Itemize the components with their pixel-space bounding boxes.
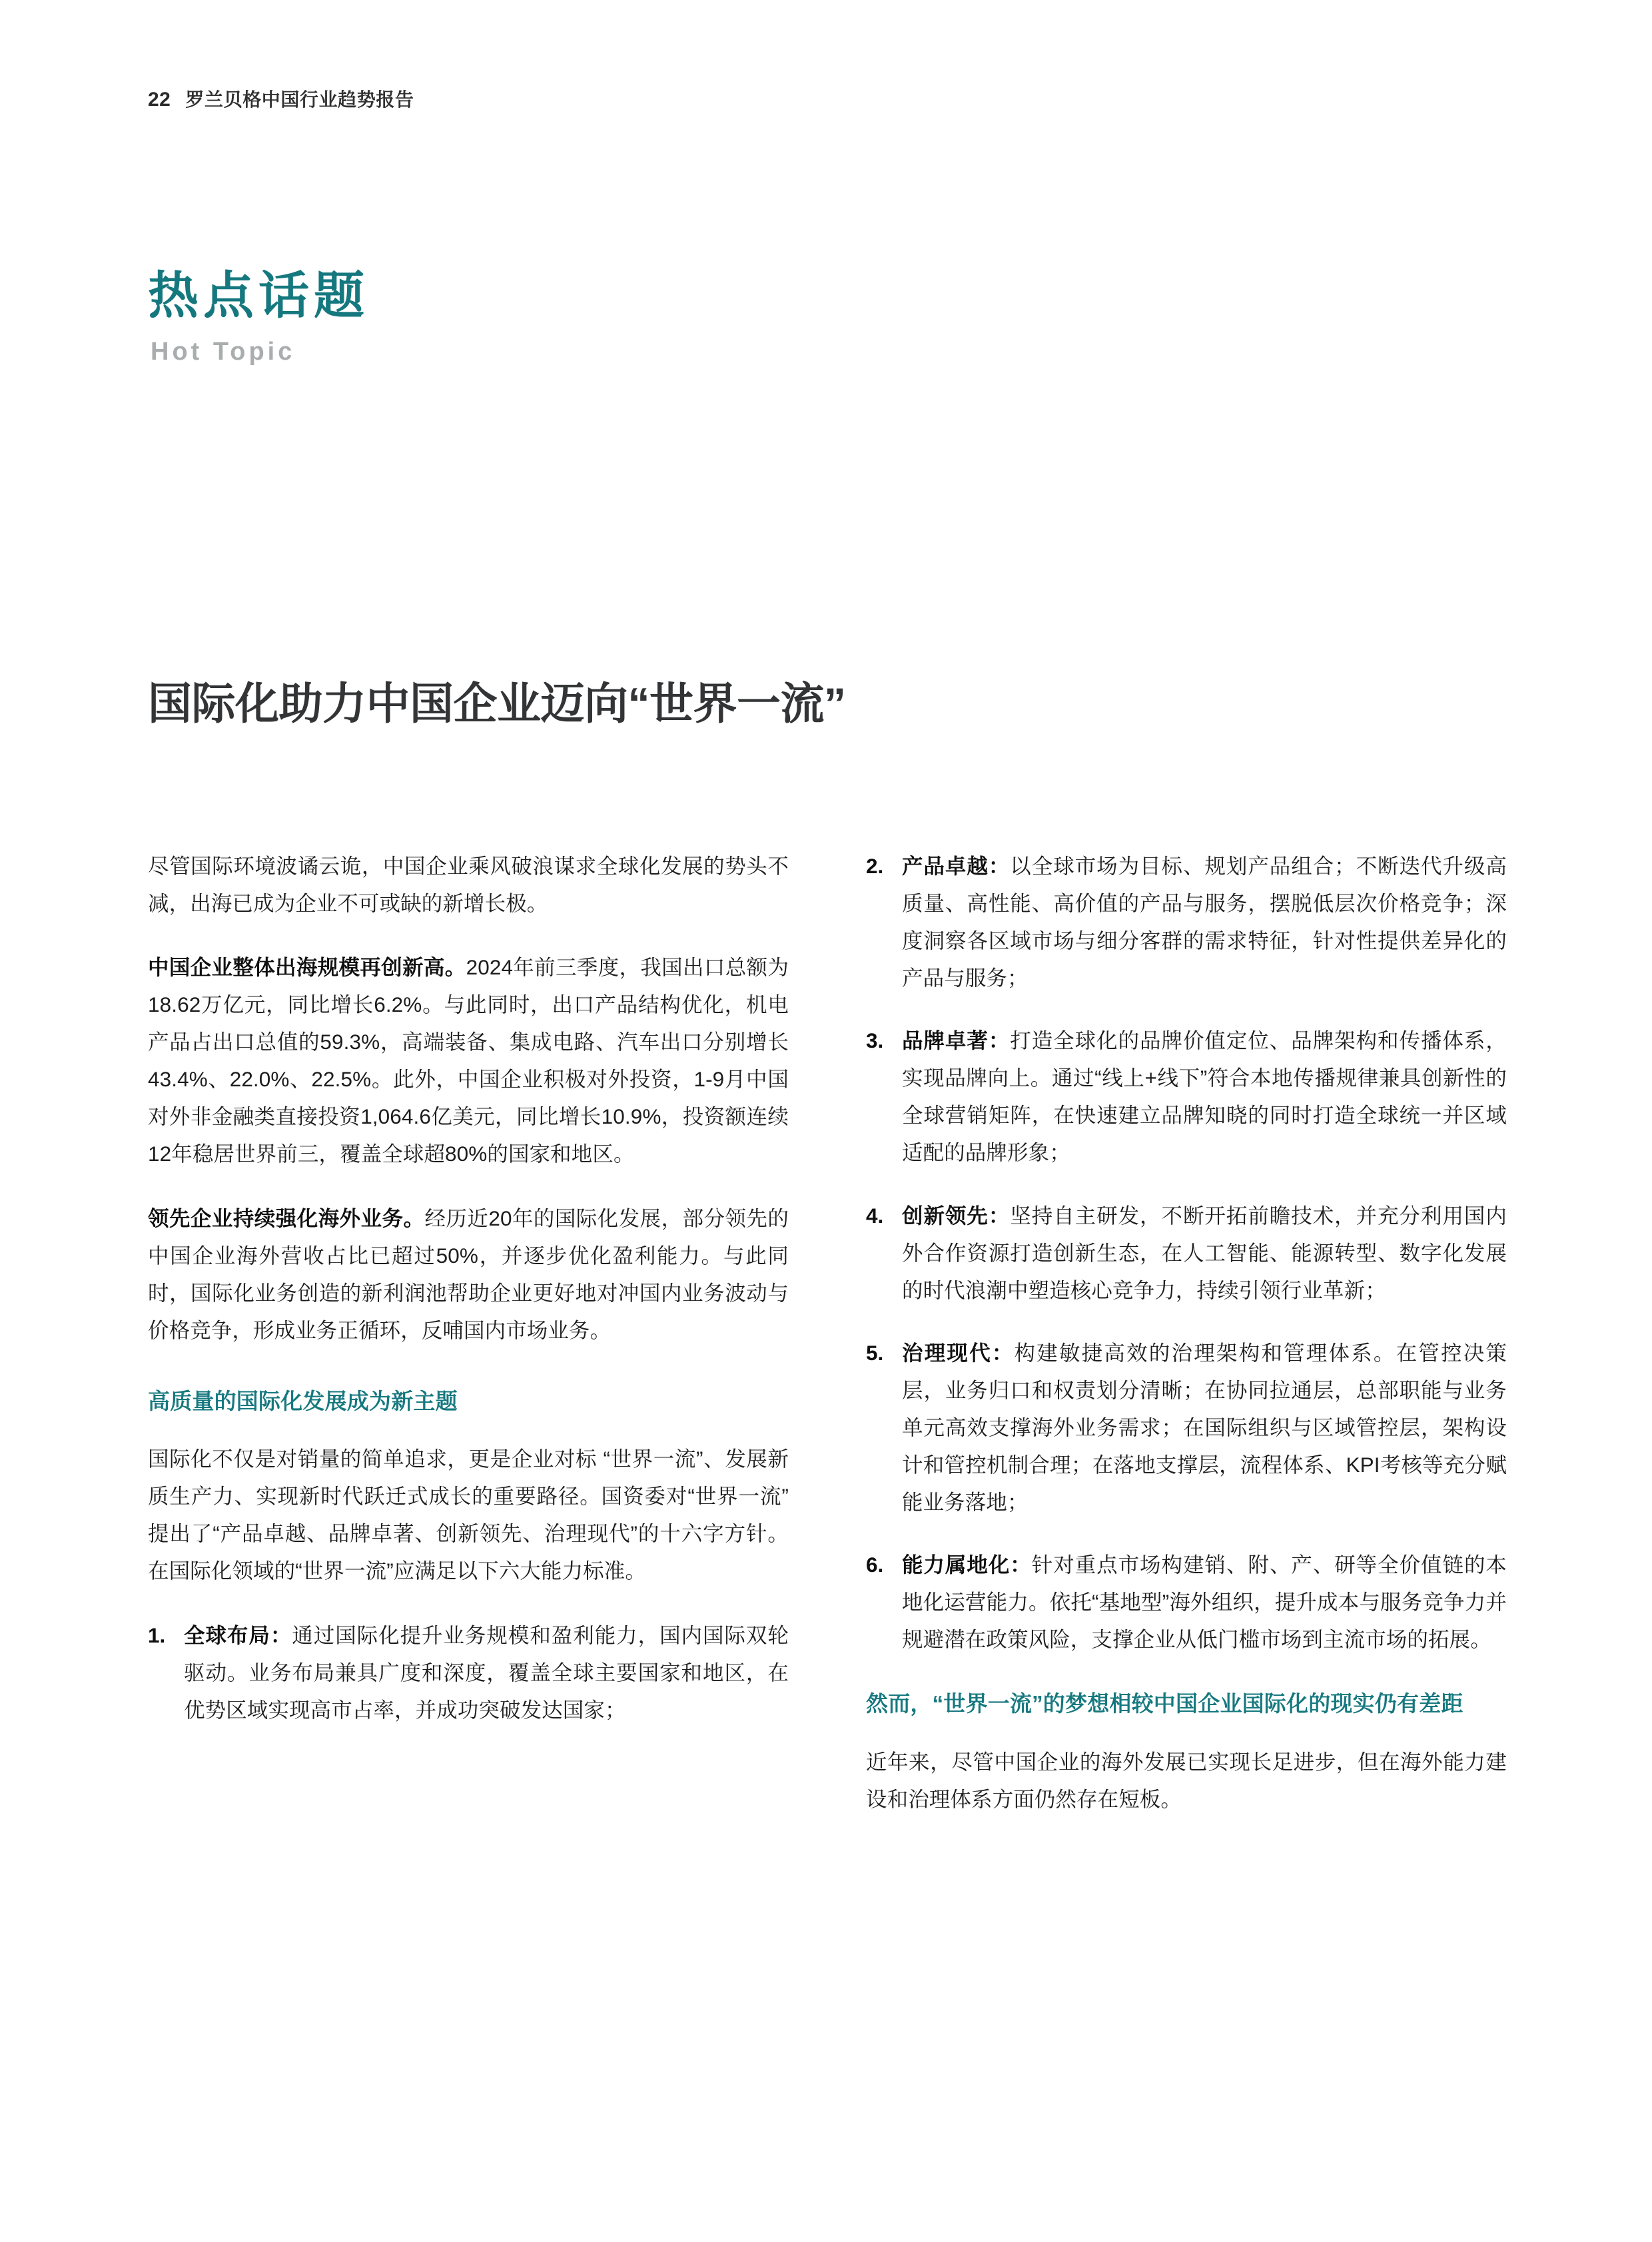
article-body <box>148 847 1507 1818</box>
paragraph-gap: 近年来，尽管中国企业的海外发展已实现长足进步，但在海外能力建设和治理体系方面仍然存在短板。 <box>866 1749 1507 1811</box>
list-item-body <box>902 1197 1507 1309</box>
list-item <box>866 1546 1507 1658</box>
list-item <box>866 847 1507 996</box>
paragraph-leading-firms <box>148 1200 789 1349</box>
list-item-number: 3. <box>866 1028 884 1053</box>
list-item-term: 品牌卓著： <box>902 1028 1011 1053</box>
paragraph-text: 2024年前三季度，我国出口总额为18.62万亿元，同比增长6.2%。与此同时，出口产品结构优化，机电产品占出口总值的59.3%，高端装备、集成电路、汽车出口分别增长43.4%、22.0%、22.5%。此外，中国企业积极对外投资，1-9月中国对外非金融类直接投资1,064.6亿美元，同比增长10.9%，投资额连续12年稳居世界前三，覆盖全球超80%的国家和地区。 <box>148 955 789 1166</box>
list-item-text: 打造全球化的品牌价值定位、品牌架构和传播体系，实现品牌向上。通过“线上+线下”符合本地传播规律兼具创新性的全球营销矩阵，在快速建立品牌知晓的同时打造全球统一并区域适配的品牌形象； <box>902 1028 1507 1165</box>
page-number: 22 <box>148 89 171 111</box>
list-item-number: 5. <box>866 1340 884 1365</box>
capability-list-left <box>148 1617 789 1728</box>
list-item <box>866 1334 1507 1521</box>
section-label <box>148 269 369 366</box>
list-item-text: 坚持自主研发，不断开拓前瞻技术，并充分利用国内外合作资源打造创新生态，在人工智能、能源转型、数字化发展的时代浪潮中塑造核心竞争力，持续引领行业革新； <box>902 1203 1507 1302</box>
subheading-gap: 然而，“世界一流”的梦想相较中国企业国际化的现实仍有差距 <box>866 1691 1463 1716</box>
capability-list-right <box>866 847 1507 1658</box>
left-column <box>148 847 789 1818</box>
list-item-term: 治理现代： <box>902 1340 1015 1365</box>
paragraph-text: 经历近20年的国际化发展，部分领先的中国企业海外营收占比已超过50%，并逐步优化盈利能力。与此同时，国际化业务创造的新利润池帮助企业更好地对冲国内业务波动与价格竞争，形成业务正循环，反哺国内市场业务。 <box>148 1206 789 1342</box>
list-item-body <box>902 1022 1507 1171</box>
article-headline: 国际化助力中国企业迈向“世界一流” <box>148 679 846 728</box>
paragraph-lead: 中国企业整体出海规模再创新高。 <box>148 955 466 980</box>
list-item-number: 6. <box>866 1553 884 1577</box>
list-item-term: 能力属地化： <box>902 1553 1032 1577</box>
list-item-term: 全球布局： <box>184 1623 292 1647</box>
section-label-en: Hot Topic <box>151 338 296 366</box>
list-item-text: 以全球市场为目标、规划产品组合；不断迭代升级高质量、高性能、高价值的产品与服务，摆脱低层次价格竞争；深度洞察各区域市场与细分客群的需求特征，针对性提供差异化的产品与服务； <box>902 854 1507 990</box>
list-item <box>148 1617 789 1728</box>
running-header <box>148 85 414 112</box>
paragraph-export-scale <box>148 948 789 1172</box>
paragraph-intro: 尽管国际环境波谲云诡，中国企业乘风破浪谋求全球化发展的势头不减，出海已成为企业不可或缺的新增长极。 <box>148 854 789 916</box>
list-item-body <box>902 847 1507 996</box>
document-title: 罗兰贝格中国行业趋势报告 <box>185 89 414 110</box>
section-label-cn: 热点话题 <box>148 268 369 324</box>
list-item-body <box>184 1617 789 1728</box>
list-item-body <box>902 1546 1507 1658</box>
right-column <box>866 847 1507 1818</box>
subheading-quality: 高质量的国际化发展成为新主题 <box>148 1388 458 1413</box>
paragraph-lead: 领先企业持续强化海外业务。 <box>148 1206 425 1230</box>
list-item <box>866 1022 1507 1171</box>
list-item-term: 创新领先： <box>902 1203 1011 1228</box>
list-item-number: 1. <box>148 1623 166 1647</box>
list-item-body <box>902 1334 1507 1521</box>
list-item-number: 2. <box>866 854 884 878</box>
list-item-text: 构建敏捷高效的治理架构和管理体系。在管控决策层，业务归口和权责划分清晰；在协同拉通层，总部职能与业务单元高效支撑海外业务需求；在国际组织与区域管控层，架构设计和管控机制合理；在落地支撑层，流程体系、KPI考核等充分赋能业务落地； <box>902 1340 1507 1514</box>
list-item <box>866 1197 1507 1309</box>
list-item-term: 产品卓越： <box>902 854 1011 878</box>
list-item-text: 通过国际化提升业务规模和盈利能力，国内国际双轮驱动。业务布局兼具广度和深度，覆盖全球主要国家和地区，在优势区域实现高市占率，并成功突破发达国家； <box>184 1623 789 1722</box>
paragraph-quality: 国际化不仅是对销量的简单追求，更是企业对标 “世界一流”、发展新质生产力、实现新时代跃迁式成长的重要路径。国资委对“世界一流”提出了“产品卓越、品牌卓著、创新领先、治理现代”的十六字方针。在国际化领域的“世界一流”应满足以下六大能力标准。 <box>148 1447 789 1583</box>
list-item-text: 针对重点市场构建销、附、产、研等全价值链的本地化运营能力。依托“基地型”海外组织，提升成本与服务竞争力并规避潜在政策风险，支撑企业从低门槛市场到主流市场的拓展。 <box>902 1553 1507 1652</box>
list-item-number: 4. <box>866 1203 884 1228</box>
